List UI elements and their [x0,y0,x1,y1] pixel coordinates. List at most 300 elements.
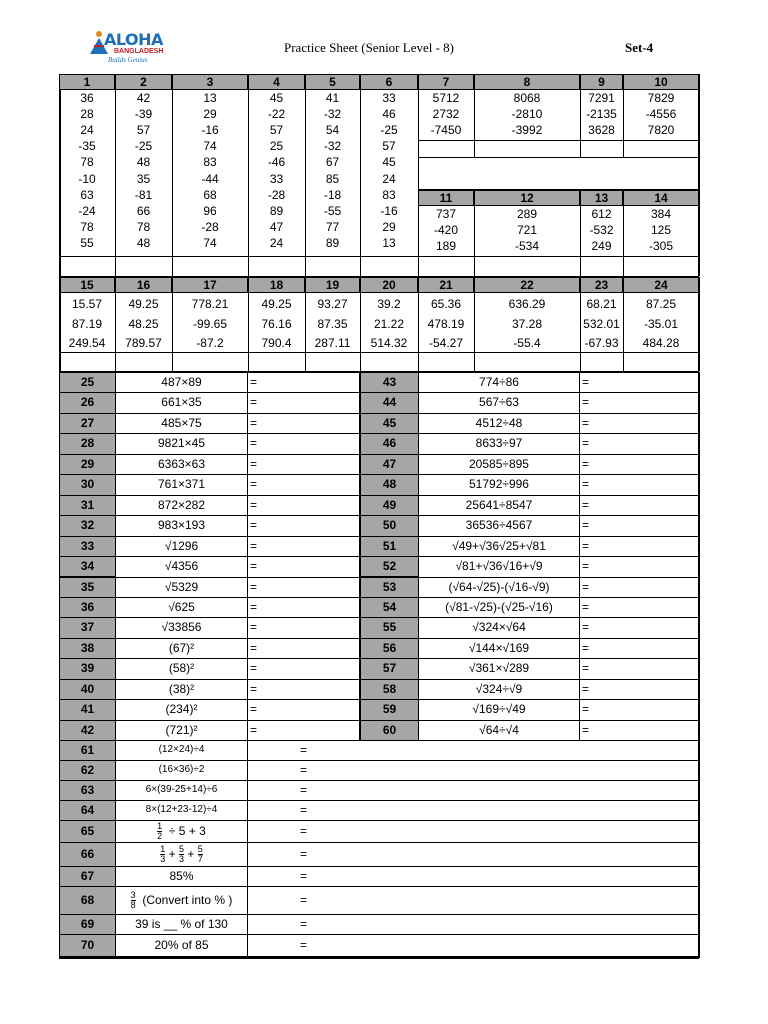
grid-line [59,256,699,257]
grid-line [580,190,581,276]
number-cell: 41 [325,91,340,105]
question-expression: 25641÷8547 [465,497,533,512]
grid-line [247,740,248,958]
equals-sign: = [300,803,308,817]
question-number: 51 [360,536,419,557]
number-cell: -25 [380,123,398,138]
column-header: 4 [248,74,305,90]
question-number: 59 [360,699,419,720]
equals-sign: = [250,415,258,430]
number-cell: -44 [201,171,219,186]
question-number: 37 [59,617,116,638]
question-number: 42 [59,720,116,741]
question-expression: √5329 [164,579,199,594]
number-cell: 7820 [647,123,675,138]
question-expression: 20% of 85 [154,938,209,952]
question-expression: 8633÷97 [475,436,523,451]
decimal-cell: -54.27 [428,336,464,350]
question-number: 60 [360,720,419,741]
column-header: 6 [360,74,418,90]
number-cell: 249 [591,239,612,254]
question-expression: 872×282 [157,497,206,512]
number-cell: 45 [269,91,284,105]
question-expression: √144×√169 [468,640,530,655]
number-cell: 78 [80,219,94,234]
number-cell: 48 [136,155,151,170]
number-cell: 13 [382,235,396,250]
number-cell: -35 [78,139,96,154]
question-expression: √169÷√49 [472,702,526,717]
number-cell: -32 [323,139,342,154]
question-number: 50 [360,515,419,536]
equals-sign: = [300,763,308,777]
question-number: 44 [360,392,419,413]
number-cell: 189 [435,239,457,254]
equals-sign: = [300,783,308,797]
grid-line [474,190,475,276]
question-number: 54 [360,597,419,618]
question-number: 70 [59,934,116,957]
equals-sign: = [582,681,590,696]
number-cell: 46 [382,107,396,122]
decimal-cell: 48.25 [128,316,159,331]
number-cell: -46 [267,155,286,170]
grid-line [305,277,306,371]
fraction-denominator: 7 [197,854,203,865]
equals-sign: = [582,559,590,574]
question-expression: (12×24)÷4 [158,744,205,755]
number-cell: 8068 [513,91,541,105]
column-header: 18 [248,277,305,293]
question-expression: √361×√289 [468,661,530,676]
number-cell: 125 [650,223,672,238]
decimal-cell: 87.19 [71,316,103,331]
question-number: 31 [59,495,116,516]
question-number: 29 [59,454,116,475]
number-cell: -305 [648,239,674,254]
question-number: 47 [360,454,419,475]
question-expression: (√64-√25)-(√16-√9) [448,579,550,594]
equals-sign: = [250,661,258,676]
column-header: 11 [418,190,474,206]
equals-sign: = [250,559,258,574]
column-header: 9 [580,74,623,90]
number-cell: -16 [380,203,398,218]
decimal-cell: 49.25 [261,297,292,311]
question-expression: 661×35 [161,395,202,410]
column-header: 5 [305,74,360,90]
logo-tagline-text: Builds Genius [108,56,148,64]
column-header: 21 [418,277,474,293]
fraction-denominator: 3 [178,854,184,865]
question-number: 68 [59,886,116,915]
question-expression [116,886,247,914]
number-cell: -3992 [511,123,543,138]
question-number: 57 [360,658,419,679]
number-cell: 67 [325,155,340,170]
column-header: 3 [172,74,248,90]
equals-sign: = [582,436,590,451]
number-cell: 24 [80,123,94,138]
number-cell: 89 [325,235,340,250]
question-number: 48 [360,474,419,495]
decimal-cell: 249.54 [68,336,106,350]
question-expression: 761×371 [157,477,206,492]
grid-line [59,277,61,371]
equals-sign: = [582,477,590,492]
equals-sign: = [250,722,258,737]
decimal-cell: 484.28 [642,336,680,350]
question-expression: 20585÷895 [469,456,529,471]
decimal-cell: 532.01 [583,316,620,331]
number-cell: 63 [80,187,94,202]
question-expression: √49+√36√25+√81 [452,538,546,553]
logo-brand-text: ALOHA [104,30,163,49]
equals-sign: = [250,518,258,533]
question-number: 58 [360,679,419,700]
question-expression: √64÷√4 [479,722,519,737]
number-cell: -10 [78,171,96,186]
grid-line [418,157,699,158]
column-header: 13 [580,190,623,206]
fraction-denominator: 3 [160,854,166,865]
decimal-cell: 87.35 [317,316,348,331]
question-expression: 9821×45 [157,436,206,451]
question-expression: (721)² [165,722,198,737]
question-number: 56 [360,638,419,659]
question-number: 67 [59,866,116,887]
column-header: 10 [623,74,699,90]
number-cell: 96 [203,203,217,218]
equals-sign: = [300,847,308,861]
number-cell: 721 [516,223,538,238]
number-cell: -534 [514,239,540,254]
grid-line [580,277,581,371]
question-expression: 6363×63 [157,456,206,471]
question-number: 55 [360,617,419,638]
question-number: 27 [59,413,116,434]
column-header: 20 [360,277,418,293]
decimal-cell: 478.19 [427,316,465,331]
question-number: 63 [59,780,116,801]
decimal-cell: -87.2 [196,336,224,350]
decimal-cell: -99.65 [192,316,228,331]
number-cell: 24 [382,171,396,186]
equals-sign: = [250,640,258,655]
equals-sign: = [582,497,590,512]
question-expression: 774÷86 [479,375,519,389]
number-cell: 25 [269,139,284,154]
number-cell: -28 [267,187,286,202]
question-number: 39 [59,658,116,679]
decimal-cell: 68.21 [586,297,617,311]
number-cell: 47 [269,219,284,234]
question-expression: (67)² [168,640,195,655]
equals-sign: = [582,518,590,533]
decimal-cell: 287.11 [314,336,351,350]
equals-sign: = [250,538,258,553]
number-cell: 57 [136,123,151,138]
number-cell: -81 [134,187,153,202]
grid-line [59,372,699,373]
number-cell: 33 [382,91,396,105]
plus-sign: + [165,847,179,861]
number-cell: 74 [203,235,217,250]
question-number: 65 [59,820,116,843]
question-expression: (38)² [168,681,195,696]
number-cell: 29 [203,107,217,122]
decimal-cell: -35.01 [643,316,679,331]
fraction-denominator: 8 [130,900,136,911]
number-cell: 737 [435,207,457,221]
question-expression: √324÷√9 [475,681,523,696]
number-cell: 45 [382,155,396,170]
equals-sign: = [250,702,258,717]
equals-sign: = [582,620,590,635]
number-cell: -32 [323,107,342,122]
number-cell: -24 [78,203,96,218]
question-expression: 983×193 [157,518,206,533]
plus-sign: + [184,847,198,861]
grid-line [623,277,624,371]
number-cell: 7829 [647,91,675,105]
question-number: 49 [360,495,419,516]
question-number: 36 [59,597,116,618]
number-cell: 5712 [432,91,460,105]
question-number: 61 [59,740,116,761]
question-expression: 51792÷996 [469,477,529,492]
number-cell: -25 [134,139,153,154]
number-cell: -22 [267,107,286,122]
number-cell: -2810 [511,107,543,122]
grid-line [623,190,624,276]
equals-sign: = [582,599,590,614]
question-expression: 487×89 [161,375,202,389]
column-header: 7 [418,74,474,90]
number-cell: -4556 [645,107,677,122]
number-cell: 57 [382,139,396,154]
equals-sign: = [582,395,590,410]
number-cell: 24 [269,235,284,250]
question-number: 26 [59,392,116,413]
decimal-cell: 65.36 [430,297,462,311]
decimal-cell: 15.57 [71,297,103,311]
grid-line [474,277,475,371]
number-cell: 384 [650,207,672,221]
column-header: 15 [59,277,115,293]
number-cell: 612 [591,207,612,221]
fraction-numerator: 1 [157,821,163,832]
question-expression: (234)² [165,702,198,717]
question-number: 64 [59,800,116,821]
question-expression: 8×(12+23-12)÷4 [145,804,218,815]
equals-sign: = [250,579,258,594]
question-number: 28 [59,433,116,454]
equals-sign: = [250,620,258,635]
question-number: 45 [360,413,419,434]
question-number: 33 [59,536,116,557]
fraction-numerator: 1 [160,844,166,855]
column-header: 22 [474,277,580,293]
column-header: 17 [172,277,248,293]
number-cell: 289 [516,207,538,221]
number-cell: 35 [136,171,151,186]
decimal-cell: 49.25 [128,297,159,311]
column-header: 19 [305,277,360,293]
equals-sign: = [582,702,590,717]
column-header: 16 [115,277,172,293]
equals-sign: = [250,436,258,451]
fraction-numerator: 3 [130,890,136,901]
question-expression: √324×√64 [472,620,526,635]
question-number: 25 [59,372,116,393]
question-number: 69 [59,914,116,935]
number-cell: 54 [325,123,340,138]
number-cell: 85 [325,171,340,186]
number-cell: 36 [80,91,94,105]
number-cell: 57 [269,123,284,138]
question-expression: 485×75 [161,415,202,430]
number-cell: -28 [201,219,219,234]
question-number: 52 [360,556,419,577]
fraction [198,845,203,864]
column-header: 1 [59,74,115,90]
decimal-cell: -55.4 [513,336,541,350]
number-cell: 48 [136,235,151,250]
equals-sign: = [582,415,590,430]
question-number: 35 [59,577,116,598]
number-cell: -55 [323,203,342,218]
number-cell: 78 [136,219,151,234]
number-cell: 78 [80,155,94,170]
equals-sign: = [300,917,308,931]
equals-sign: = [582,722,590,737]
equals-sign: = [582,375,590,389]
question-number: 34 [59,556,116,577]
number-cell: 29 [382,219,396,234]
grid-line [698,277,700,371]
column-header: 8 [474,74,580,90]
grid-line [59,957,699,959]
page-title: Practice Sheet (Senior Level - 8) [284,40,455,55]
number-cell: -7450 [430,123,462,138]
column-header: 12 [474,190,580,206]
number-cell: 13 [203,91,217,105]
equals-sign: = [582,661,590,676]
equals-sign: = [300,869,308,883]
question-expression: √4356 [164,559,199,574]
number-cell: 89 [269,203,284,218]
equals-sign: = [582,640,590,655]
set-label: Set-4 [625,40,654,55]
number-cell: 3628 [588,123,615,138]
equals-sign: = [250,395,258,410]
grid-line [248,277,249,371]
fraction-numerator: 5 [178,844,184,855]
question-number: 53 [360,577,419,598]
question-expression: √625 [168,599,195,614]
question-expression: 36536÷4567 [465,518,533,533]
number-cell: 33 [269,171,284,186]
number-cell: -16 [201,123,219,138]
number-cell: 55 [80,235,94,250]
question-number: 62 [59,760,116,781]
logo-country-text: BANGLADESH [114,48,164,55]
question-expression: 4512÷48 [475,415,523,430]
question-expression: (√81-√25)-(√25-√16) [445,599,553,614]
column-header: 24 [623,277,699,293]
number-cell: 74 [203,139,217,154]
decimal-cell: 790.4 [261,336,292,350]
question-number: 41 [59,699,116,720]
equals-sign: = [300,824,308,838]
grid-line [418,140,699,141]
decimal-cell: 93.27 [317,297,348,311]
question-expression: 567÷63 [479,395,519,410]
number-cell: 66 [136,203,151,218]
equals-sign: = [250,497,258,512]
equals-sign: = [250,599,258,614]
grid-line [172,277,173,371]
question-number: 43 [360,372,419,393]
decimal-cell: 21.22 [373,316,405,331]
decimal-cell: 789.57 [125,336,162,350]
number-cell: -39 [134,107,153,122]
grid-line [360,277,361,371]
question-expression: (16×36)÷2 [158,764,205,775]
number-cell: -18 [323,187,342,202]
equals-sign: = [250,375,258,389]
equals-sign: = [582,579,590,594]
number-cell: 77 [325,219,340,234]
number-cell: 83 [203,155,217,170]
question-number: 38 [59,638,116,659]
grid-line [698,740,700,958]
number-cell: -2135 [586,107,617,122]
question-expression: 85% [169,869,194,883]
grid-line [115,277,116,371]
equals-sign: = [250,477,258,492]
question-number: 66 [59,842,116,867]
equals-sign: = [250,456,258,471]
number-cell: -420 [433,223,459,238]
decimal-cell: 514.32 [370,336,408,350]
decimal-cell: -67.93 [584,336,619,350]
equals-sign: = [250,681,258,696]
fraction-numerator: 5 [197,844,203,855]
number-cell: 42 [136,91,151,105]
question-expression [116,842,247,866]
question-expression: √33856 [161,620,202,635]
question-number: 46 [360,433,419,454]
question-expression: (58)² [168,661,195,676]
expression-text: (Convert into % ) [135,893,233,907]
number-cell: 83 [382,187,396,202]
column-header: 23 [580,277,623,293]
question-expression: 39 is __ % of 130 [135,917,228,931]
number-cell: 7291 [588,91,615,105]
column-header: 2 [115,74,172,90]
equals-sign: = [300,938,308,952]
equals-sign: = [300,743,308,757]
grid-line [418,277,419,371]
decimal-cell: 87.25 [645,297,677,311]
decimal-cell: 636.29 [508,297,546,311]
decimal-cell: 39.2 [377,297,401,311]
grid-line [59,352,699,353]
fraction-denominator: 2 [157,831,163,842]
decimal-cell: 76.16 [261,316,292,331]
